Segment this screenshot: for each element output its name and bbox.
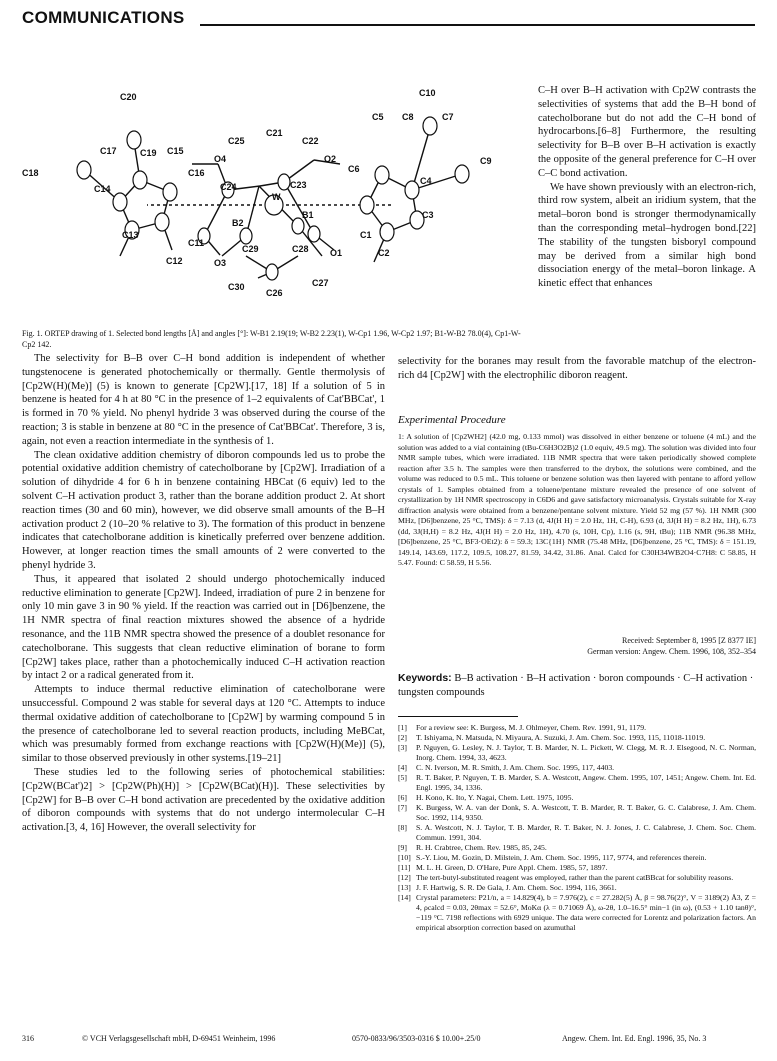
keywords-text: B–B activation · B–H activation · boron compounds · C–H activation · tungsten compounds bbox=[398, 673, 754, 698]
atom-label: C9 bbox=[480, 156, 492, 166]
article-code: 0570-0833/96/3503-0316 $ 10.00+.25/0 bbox=[352, 1034, 481, 1043]
reference-text: The tert-butyl-substituted reagent was employed, rather than the parent catBBcat for solubility reasons. bbox=[416, 873, 734, 882]
atom-label: O2 bbox=[324, 154, 337, 164]
reference-text: C. N. Iverson, M. R. Smith, J. Am. Chem. Soc. 1995, 117, 4403. bbox=[416, 763, 615, 772]
reference-item bbox=[398, 733, 756, 743]
atom-label: C19 bbox=[140, 148, 157, 158]
reference-number: [6] bbox=[398, 793, 407, 802]
reference-item bbox=[398, 883, 756, 893]
atom-label: C10 bbox=[419, 88, 436, 98]
reference-text: Crystal parameters: P21/n, a = 14.829(4), b = 7.976(2), c = 27.282(5) Å, β = 98.76(2)°, V = 3189(2) Å3, Z = 4, ρcalcd = 0.03, 2θmax = 52.6°, MoKα (λ = 0.71069 Å), ω-2θ, 1.0–16.5° min−1 (in ω), (0.53 + 1.10 tanθ)°, −119 °C. 7198 reflections with 6929 unique. The data were corrected for Lorentz and polarization factors. An empirical absorption correction based on azumuthal bbox=[416, 893, 756, 932]
german-version: German version: Angew. Chem. 1996, 108, 352–354 bbox=[587, 647, 756, 656]
reference-text: R. H. Crabtree, Chem. Rev. 1985, 85, 245. bbox=[416, 843, 547, 852]
received-date: Received: September 8, 1995 [Z 8377 IE] bbox=[622, 636, 756, 645]
atom-label: B1 bbox=[302, 210, 314, 220]
reference-text: M. L. H. Green, D. O'Hare, Pure Appl. Chem. 1985, 57, 1897. bbox=[416, 863, 608, 872]
atom-label: C25 bbox=[228, 136, 245, 146]
atom-label: C27 bbox=[312, 278, 329, 288]
atom-label: C12 bbox=[166, 256, 183, 266]
reference-item bbox=[398, 803, 756, 823]
keywords-label: Keywords: bbox=[398, 672, 452, 684]
atom-label: C6 bbox=[348, 164, 360, 174]
paragraph: Attempts to induce thermal reductive elimination of catecholborane were unsuccessful. Compound 2 was stable for several days at 120 °C. Attempts to induce thermal oxidative addition of catecholborane to [Cp2W] by warming compound 5 in the presence of catecholborane led to several reaction products, including MeBCat, which was presumably formed from exchange reactions with [Cp2W(H)(Me)] (5), similar to those observed previously in other systems.[19–21] bbox=[22, 684, 385, 765]
figure-caption: Fig. 1. ORTEP drawing of 1. Selected bond lengths [Å] and angles [°]: W-B1 2.19(19; W-B2 2.23(1), W-Cp1 1.96, W-Cp2 1.97; B1-W-B2 78.0(4), Cp1-W-Cp2 142. bbox=[22, 329, 521, 349]
reference-item bbox=[398, 843, 756, 853]
reference-text: K. Burgess, W. A. van der Donk, S. A. Westcott, T. B. Marder, R. T. Baker, G. C. Calabrese, J. Am. Chem. Soc. 1992, 114, 9350. bbox=[416, 803, 756, 822]
reference-item bbox=[398, 893, 756, 933]
reference-item bbox=[398, 723, 756, 733]
atom-label: O3 bbox=[214, 258, 227, 268]
paragraph: selectivity for the boranes may result from the favorable matchup of the electron-rich d4 [Cp2W] with the electrophilic diboron reagent. bbox=[398, 356, 756, 381]
atom-label: C1 bbox=[360, 230, 372, 240]
reference-number: [12] bbox=[398, 873, 411, 882]
atom-label: C20 bbox=[120, 92, 137, 102]
paragraph: The selectivity for B–B over C–H bond addition is independent of whether tungstenocene is generated photochemically or thermally. Gentle thermolysis of [Cp2W(H)(Me)] (5) is known to generate [Cp2W].[17, 18] If a solution of 5 in benzene is heated for 4 h at 80 °C in the presence of 1–2 equivalents of Cat'BBCat', 1 is formed in 70 % yield. No phenyl hydride 3 was observed during the course of the reaction; 3 is stable in benzene at 80 °C in the presence of Cat'BBCat'. Therefore, 3 is, again, not even a reaction intermediate in the synthesis of 1. bbox=[22, 353, 385, 447]
experimental-text: 1: A solution of [Cp2WH2] (42.0 mg, 0.133 mmol) was dissolved in either benzene or toluene (4 mL) and the solution was added to a vial containing (tBu-C6H3O2B)2 (1.0 equiv, 49.5 mg). The solution was divided into four NMR sample tubes, which were irradiated. 11B NMR spectra that were taken periodically showed complete reaction after 3.5 h. The samples were then transferred to the drybox, the solutions were combined, and the volume was reduced to 0.5 mL. This toluene or benzene solution was then layered with pentane to afford yellow crystals of 1. Samples obtained from a toluene/pentane mixture revealed the presence of one solvent of crystallization by 1H NMR spectroscopy in C6D6 and gave satisfactory microanalysis. Crystals suitable for X-ray diffraction analysis were obtained from a benzene/pentane solvent mixture. Yield 52 mg (57 %). 1H NMR (300 MHz, [D6]benzene, 25 °C, TMS): δ = 7.13 (d, 4J(H H) = 2.0 Hz, 1H, C-H), 6.93 (d, 3J(H H) = 8.2 Hz, 1H), 6.73 (dd, 3J(H,H) = 8.2 Hz, 4J(H H) = 2.0 Hz, 1H), 4.70 (s, 10H, Cp), 1.16 (s, 9H, tBu); 11B NMR (96.38 MHz, [D6]benzene, 25 °C, BF3·OEt2): δ = 59.3; 13C{1H} NMR (75.48 MHz, [D6]benzene, 25 °C, TMS): δ = 151.19, 149.14, 143.69, 117.2, 109.5, 108.27, 81.59, 34.42, 31.86. Anal. Calcd for C30H34WB2O4·C7H8: C 58.85, H 5.47. Found: C 58.59, H 5.56. bbox=[398, 432, 756, 567]
reference-text: P. Nguyen, G. Lesley, N. J. Taylor, T. B. Marder, N. L. Pickett, W. Clegg, M. R. J. Elsegood, N. C. Norman, Inorg. Chem. 1994, 33, 4623. bbox=[416, 743, 756, 762]
atom-label: C28 bbox=[292, 244, 309, 254]
atom-label: C22 bbox=[302, 136, 319, 146]
reference-number: [9] bbox=[398, 843, 407, 852]
atom-label: C7 bbox=[442, 112, 454, 122]
references-list bbox=[398, 723, 756, 933]
reference-number: [5] bbox=[398, 773, 407, 782]
reference-text: S.-Y. Liou, M. Gozin, D. Milstein, J. Am. Chem. Soc. 1995, 117, 9774, and references therein. bbox=[416, 853, 707, 862]
atom-label: C24 bbox=[220, 182, 237, 192]
atom-label: C5 bbox=[372, 112, 384, 122]
atom-label: B2 bbox=[232, 218, 244, 228]
reference-number: [7] bbox=[398, 803, 407, 812]
reference-text: S. A. Westcott, N. J. Taylor, T. B. Marder, R. T. Baker, N. J. Jones, J. C. Calabrese, J. Chem. Soc. Chem. Commun. 1991, 304. bbox=[416, 823, 756, 842]
paragraph: We have shown previously with an electron-rich, third row system, albeit an iridium system, that the metal–boron bond is stronger thermodynamically than the corresponding metal–hydrogen bond.[22] The stability of the tungsten bisboryl compound may be derived from a similar high bond dissociation energy of the metal–boron linkage. A kinetic effect that enhances bbox=[538, 181, 756, 290]
atom-label: C3 bbox=[422, 210, 434, 220]
atom-label: W bbox=[272, 192, 281, 202]
journal-info: Angew. Chem. Int. Ed. Engl. 1996, 35, No. 3 bbox=[562, 1034, 707, 1043]
atom-label: C13 bbox=[122, 230, 139, 240]
reference-item bbox=[398, 823, 756, 843]
reference-number: [1] bbox=[398, 723, 407, 732]
atom-label: C2 bbox=[378, 248, 390, 258]
reference-text: R. T. Baker, P. Nguyen, T. B. Marder, S. A. Westcott, Angew. Chem. 1995, 107, 1451; Angew. Chem. Int. Ed. Engl. 1995, 34, 1336. bbox=[416, 773, 756, 792]
atom-label: C16 bbox=[188, 168, 205, 178]
reference-number: [11] bbox=[398, 863, 411, 872]
reference-number: [13] bbox=[398, 883, 411, 892]
paragraph: C–H over B–H activation with Cp2W contrasts the selectivities of systems that add the B–H bond of catecholborane but do not add the C–H bond of hydrocarbons.[6–8] Furthermore, the resulting selectivity for B–B over B–H activation is exactly the opposite of the general preference for C–H over C–C bond activation. bbox=[538, 85, 756, 179]
references-rule bbox=[398, 716, 518, 717]
reference-number: [3] bbox=[398, 743, 407, 752]
atom-label: C21 bbox=[266, 128, 283, 138]
atom-label: C17 bbox=[100, 146, 117, 156]
reference-item bbox=[398, 793, 756, 803]
reference-text: For a review see: K. Burgess, M. J. Ohlmeyer, Chem. Rev. 1991, 91, 1179. bbox=[416, 723, 646, 732]
received-info bbox=[398, 635, 756, 657]
right-column-continuation bbox=[398, 355, 756, 383]
reference-item bbox=[398, 873, 756, 883]
reference-item bbox=[398, 743, 756, 763]
atom-label: C8 bbox=[402, 112, 414, 122]
atom-label: O1 bbox=[330, 248, 343, 258]
reference-text: H. Kono, K. Ito, Y. Nagai, Chem. Lett. 1975, 1095. bbox=[416, 793, 574, 802]
reference-number: [8] bbox=[398, 823, 407, 832]
experimental-heading: Experimental Procedure bbox=[398, 414, 506, 426]
atom-label: C14 bbox=[94, 184, 111, 194]
atom-label: C30 bbox=[228, 282, 245, 292]
atom-label: C26 bbox=[266, 288, 283, 298]
reference-item bbox=[398, 853, 756, 863]
reference-number: [10] bbox=[398, 853, 411, 862]
reference-item bbox=[398, 863, 756, 873]
paragraph: These studies led to the following series of photochemical stabilities: [Cp2W(BCat')2] > [Cp2W(Ph)(H)] > [Cp2W(BCat)(H)]. These selectivities by [Cp2W] for B–B over C–H bond activation are precedented by the oxidative addition of diboron compounds with systems that do not undergo intermolecular C–H activation.[3, 4, 16] However, the overall selectivity for bbox=[22, 766, 385, 834]
reference-item bbox=[398, 773, 756, 793]
atom-label: C29 bbox=[242, 244, 259, 254]
reference-number: [14] bbox=[398, 893, 411, 902]
ortep-figure bbox=[22, 80, 522, 320]
reference-text: J. F. Hartwig, S. R. De Gala, J. Am. Chem. Soc. 1994, 116, 3661. bbox=[416, 883, 617, 892]
paragraph: The clean oxidative addition chemistry of diboron compounds led us to probe the potential oxidative addition chemistry of catecholborane by [Cp2W]. Irradiation of a solution of dihydride 4 for 6 h in benzene containing HBCat (6 equiv) led to the solvent C–H activation product 3, rather than the borane addition product 2. At short reaction times (30 and 60 min), however, we did observe small amounts of the B–H activation product 2 (10–20 % relative to 3). The formation of this product in benzene indicates that catecholborane addition is kinetically preferred over benzene addition. However, at longer reaction times the small amounts of 2 were converted to the phenyl hydride 3. bbox=[22, 449, 385, 571]
atom-label: C4 bbox=[420, 176, 432, 186]
keywords bbox=[398, 672, 756, 700]
atom-label: C11 bbox=[188, 238, 205, 248]
atom-label: O4 bbox=[214, 154, 227, 164]
atom-label: C15 bbox=[167, 146, 184, 156]
reference-item bbox=[398, 763, 756, 773]
header-rule bbox=[200, 24, 755, 26]
right-column-top bbox=[538, 84, 756, 291]
reference-text: T. Ishiyama, N. Matsuda, N. Miyaura, A. Suzuki, J. Am. Chem. Soc. 1993, 115, 11018-11019. bbox=[416, 733, 706, 742]
left-column bbox=[22, 352, 385, 835]
section-title: COMMUNICATIONS bbox=[22, 8, 185, 27]
atom-label: C18 bbox=[22, 168, 39, 178]
paragraph: Thus, it appeared that isolated 2 should undergo photochemically induced reductive elimination to generate [Cp2W]. Indeed, irradiation of pure 2 in benzene for only 10 min gave 3 in 90 % yield. If the reaction was carried out in [D6]benzene, the 1H NMR spectra of final reaction mixtures showed the absence of a hydride resonance, and the 11B NMR spectra showed the presence of a doublet resonance for catecholborane. This suggests that clean reductive elimination of borane to form [Cp2W] takes place, rather than a photochemically induced C–H activation reaction by intact 2 or a radical generated from it. bbox=[22, 573, 385, 682]
page-number: 316 bbox=[22, 1034, 34, 1043]
publisher: © VCH Verlagsgesellschaft mbH, D-69451 Weinheim, 1996 bbox=[82, 1034, 276, 1043]
reference-number: [2] bbox=[398, 733, 407, 742]
atom-label: C23 bbox=[290, 180, 307, 190]
reference-number: [4] bbox=[398, 763, 407, 772]
